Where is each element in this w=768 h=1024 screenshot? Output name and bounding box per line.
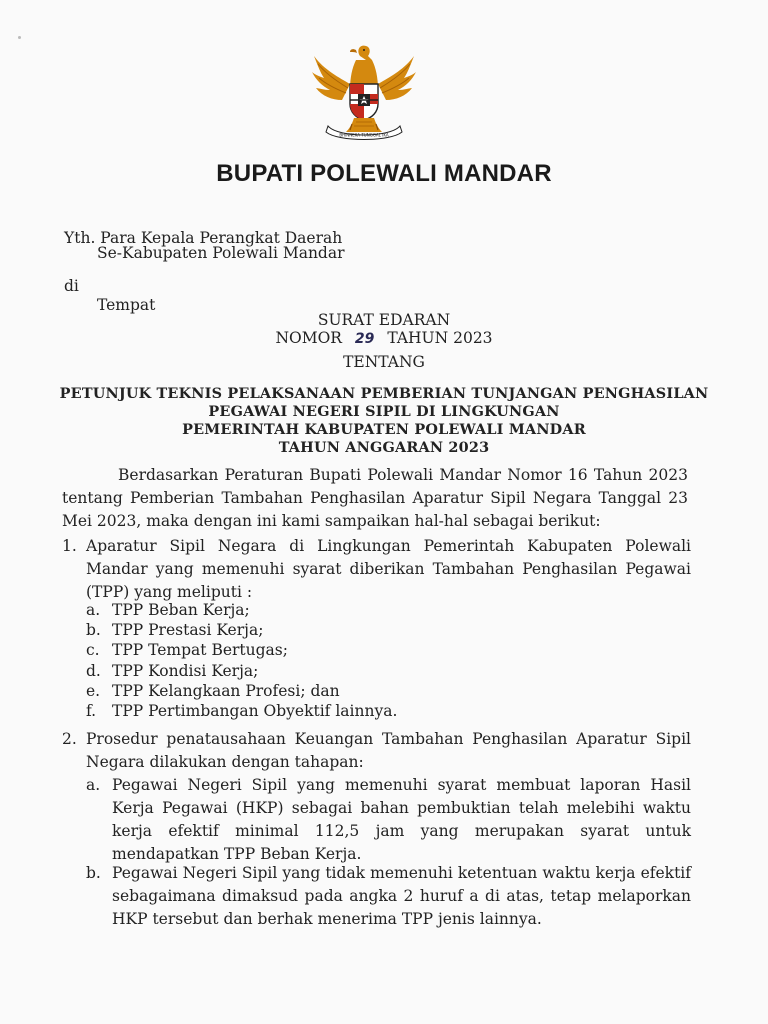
- list-item-label: c.: [86, 641, 100, 660]
- list-item: [86, 661, 397, 681]
- list-item: [86, 681, 397, 701]
- letter-about: TENTANG: [343, 353, 425, 371]
- list-item: [86, 600, 397, 620]
- point1-number: 1.: [62, 537, 77, 555]
- emblem-motto: BHINNEKA TUNGGAL IKA: [339, 132, 389, 138]
- subject-line3: PEMERINTAH KABUPATEN POLEWALI MANDAR: [182, 421, 586, 438]
- addressee-line1: Yth. Para Kepala Perangkat Daerah: [64, 229, 343, 247]
- garuda-emblem-icon: [310, 38, 418, 142]
- subject-line2: PEGAWAI NEGERI SIPIL DI LINGKUNGAN: [208, 403, 560, 420]
- letter-subject: [0, 385, 768, 457]
- scan-speck: [18, 36, 21, 39]
- point2-b-label: b.: [86, 864, 101, 882]
- list-item-text: TPP Kelangkaan Profesi; dan: [112, 681, 340, 700]
- page-title: BUPATI POLEWALI MANDAR: [216, 160, 552, 187]
- intro-paragraph: Berdasarkan Peraturan Bupati Polewali Mandar Nomor 16 Tahun 2023 tentang Pemberian Tambahan Penghasilan Aparatur Sipil Negara Tanggal 23 Mei 2023, maka dengan ini kami sampaikan hal-hal sebagai berikut:: [62, 466, 688, 530]
- point1-text: Aparatur Sipil Negara di Lingkungan Pemerintah Kabupaten Polewali Mandar yang memenuhi syarat diberikan Tambahan Penghasilan Pegawai (TPP) yang meliputi :: [86, 537, 691, 601]
- point2-a-text: Pegawai Negeri Sipil yang memenuhi syarat membuat laporan Hasil Kerja Pegawai (HKP) sebagai bahan pembuktian telah melebihi waktu kerja efektif minimal 112,5 jam yang merupakan syarat untuk mendapatkan TPP Beban Kerja.: [112, 776, 691, 863]
- list-item-text: TPP Pertimbangan Obyektif lainnya.: [112, 702, 398, 721]
- list-item-text: TPP Tempat Bertugas;: [112, 641, 288, 660]
- letter-number-value: 29: [354, 331, 375, 347]
- letter-number-prefix: NOMOR: [275, 329, 342, 347]
- point2-text: Prosedur penatausahaan Keuangan Tambahan Penghasilan Aparatur Sipil Negara dilakukan dengan tahapan:: [86, 730, 691, 771]
- addressee-di: di: [64, 277, 79, 295]
- list-item-label: e.: [86, 681, 101, 700]
- point2-number: 2.: [62, 730, 77, 748]
- letter-number: [0, 328, 768, 350]
- list-item-label: d.: [86, 661, 101, 680]
- list-item-label: a.: [86, 601, 101, 619]
- subject-line1: PETUNJUK TEKNIS PELAKSANAAN PEMBERIAN TUNJANGAN PENGHASILAN: [59, 385, 709, 402]
- list-item: [86, 640, 397, 660]
- list-item-text: TPP Kondisi Kerja;: [112, 661, 259, 680]
- list-item: [86, 701, 397, 721]
- letter-number-suffix: TAHUN 2023: [387, 329, 493, 347]
- list-item-text: TPP Prestasi Kerja;: [112, 621, 264, 640]
- list-item-label: f.: [86, 702, 97, 721]
- point2-b-text: Pegawai Negeri Sipil yang tidak memenuhi ketentuan waktu kerja efektif sebagaimana dimaksud pada angka 2 huruf a di atas, tetap melaporkan HKP tersebut dan berhak menerima TPP jenis lainnya.: [112, 864, 691, 928]
- addressee-place: Tempat: [97, 296, 156, 314]
- list-item-text: TPP Beban Kerja;: [112, 601, 250, 619]
- addressee-line2: Se-Kabupaten Polewali Mandar: [97, 244, 345, 262]
- subject-line4: TAHUN ANGGARAN 2023: [278, 439, 490, 456]
- point1-items: [86, 600, 397, 721]
- point2-a-label: a.: [86, 776, 101, 794]
- letter-type: SURAT EDARAN: [317, 311, 451, 329]
- list-item: [86, 620, 397, 640]
- list-item-label: b.: [86, 621, 101, 640]
